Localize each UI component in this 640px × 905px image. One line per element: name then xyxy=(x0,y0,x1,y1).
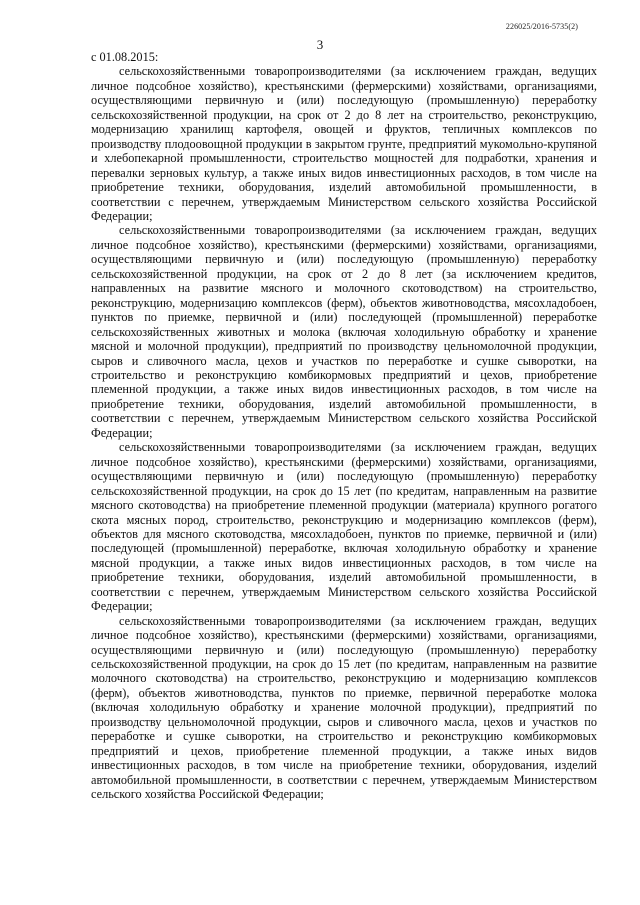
document-registration-number: 226025/2016-5735(2) xyxy=(505,22,578,31)
paragraph-3: сельскохозяйственными товаропроизводителями (за исключением граждан, ведущих личное подсобное хозяйство), крестьянскими (фермерскими) хозяйствами, организациями, осуществляющими первичную и (или) последующую (промышленную) переработку сельскохозяйственной продукции, на срок до 15 лет (по кредитам, направленным на развитие мясного скотоводства) на приобретение племенной продукции (материала) крупного рогатого скота мясных пород, строительство, реконструкцию и модернизацию комплексов (ферм), объектов для мясного скотоводства, мясохладобоен, пунктов по приемке, первичной и (или) последующей (промышленной) переработке, включая холодильную обработку и хранение мясной продукции, а также иных видов инвестиционных расходов, в том числе на приобретение техники, оборудования, изделий автомобильной промышленности, в соответствии с перечнем, утверждаемым Министерством сельского хозяйства Российской Федерации; xyxy=(91,440,597,614)
document-body xyxy=(91,50,597,802)
paragraph-4: сельскохозяйственными товаропроизводителями (за исключением граждан, ведущих личное подсобное хозяйство), крестьянскими (фермерскими) хозяйствами, организациями, осуществляющими первичную и (или) последующую (промышленную) переработку сельскохозяйственной продукции, на срок до 15 лет (по кредитам, направленным на развитие молочного скотоводства) на строительство, реконструкцию и модернизацию комплексов (ферм), объектов животноводства, пунктов по приемке, первичной переработке молока (включая холодильную обработку и хранение молочной продукции), предприятий по производству цельномолочной продукции, сыров и сливочного масла, цехов и участков по переработке и сушке сыворотки, на строительство и реконструкцию комбикормовых предприятий и цехов, приобретение племенной продукции, а также иных видов инвестиционных расходов, в том числе на приобретение техники, оборудования, изделий автомобильной промышленности, в соответствии с перечнем, утверждаемым Министерством сельского хозяйства Российской Федерации; xyxy=(91,613,597,802)
paragraph-2: сельскохозяйственными товаропроизводителями (за исключением граждан, ведущих личное подсобное хозяйство), крестьянскими (фермерскими) хозяйствами, организациями, осуществляющими первичную и (или) последующую (промышленную) переработку сельскохозяйственной продукции, на срок от 2 до 8 лет (за исключением кредитов, направленных на развитие мясного и молочного скотоводством) на строительство, реконструкцию, модернизацию комплексов (ферм), объектов животноводства, мясохладобоен, пунктов по приемке, первичной и (или) последующей (промышленной) переработке сельскохозяйственных животных и молока (включая холодильную обработку и хранение мясной и молочной продукции), предприятий по производству цельномолочной продукции, сыров и сливочного масла, цехов и участков по переработке и сушке сыворотки, на строительство и реконструкцию комбикормовых предприятий и цехов, приобретение племенной продукции, а также иных видов инвестиционных расходов, в том числе на приобретение техники, оборудования, изделий автомобильной промышленности, в соответствии с перечнем, утверждаемым Министерством сельского хозяйства Российской Федерации; xyxy=(91,223,597,440)
paragraph-1: сельскохозяйственными товаропроизводителями (за исключением граждан, ведущих личное подсобное хозяйство), крестьянскими (фермерскими) хозяйствами, организациями, осуществляющими первичную и (или) последующую (промышленную) переработку сельскохозяйственной продукции, на срок от 2 до 8 лет на строительство, реконструкцию, модернизацию хранилищ картофеля, овощей и фруктов, тепличных комплексов по производству плодоовощной продукции в закрытом грунте, предприятий мукомольно-крупяной и хлебопекарной промышленности, строительство мощностей для подработки, хранения и перевалки зерновых культур, а также иных видов инвестиционных расходов, в том числе на приобретение техники, оборудования, изделий автомобильной промышленности, в соответствии с перечнем, утверждаемым Министерством сельского хозяйства Российской Федерации; xyxy=(91,64,597,223)
date-line: с 01.08.2015: xyxy=(91,50,159,64)
page-number: 3 xyxy=(316,37,324,52)
